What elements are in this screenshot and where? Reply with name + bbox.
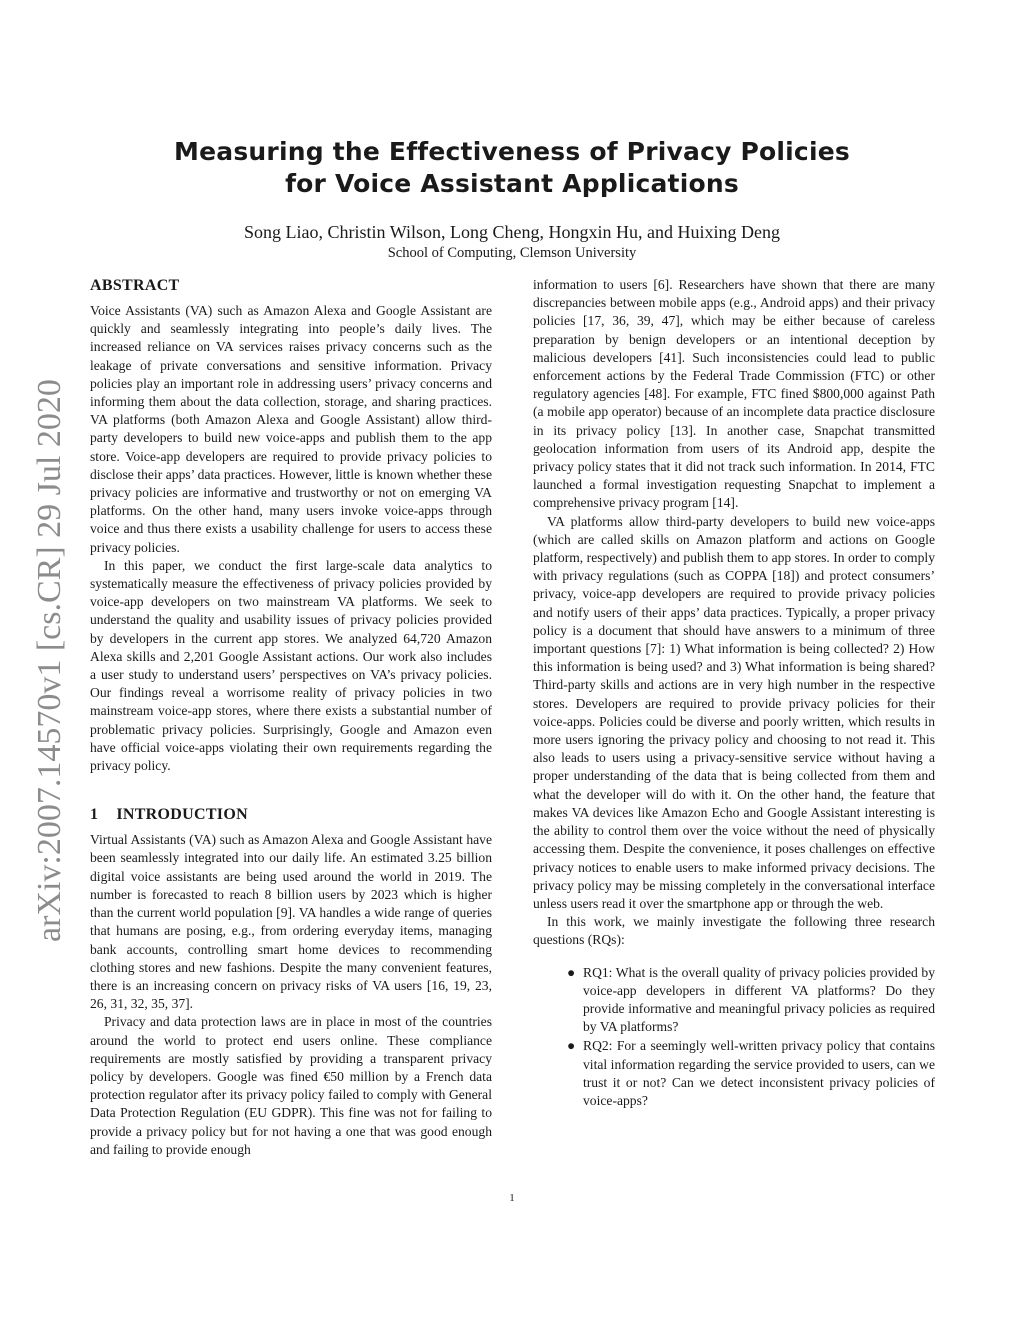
bullet-icon: ● [567,1038,576,1054]
abstract-heading: ABSTRACT [90,277,180,294]
rq2-text: RQ2: For a seemingly well-written privacy policy that contains vital information regarding the service provided to users, can we trust it or not? Can we detect inconsistent privacy policies of voice-apps? [583,1038,935,1108]
intro-paragraph-5: In this work, we mainly investigate the following three research questions (RQs): [533,914,935,948]
section-number: 1 [90,806,99,824]
rq1-text: RQ1: What is the overall quality of privacy policies provided by voice-app developers in different VA platforms? Do they provide informative and meaningful privacy policies as required by VA platforms? [583,964,935,1035]
list-item [567,964,935,1037]
introduction-heading [90,805,492,825]
paper-title [0,136,1024,200]
bullet-icon: ● [567,964,576,980]
left-column [90,276,492,1159]
page-number: 1 [509,1192,515,1204]
section-title: INTRODUCTION [116,806,248,824]
abstract-paragraph-2: In this paper, we conduct the first large-scale data analytics to systematically measure the effectiveness of privacy policies provided by voice-app developers on two mainstream VA platforms. We seek to understand the quality and usability issues of privacy policies provided by developers in the current app stores. We analyzed 64,720 Amazon Alexa skills and 2,201 Google Assistant actions. Our work also includes a user study to understand users’ perspectives on VA’s privacy policies. Our findings reveal a worrisome reality of privacy policies in two mainstream voice-app stores, where there exists a substantial number of problematic privacy policies. Surprisingly, Google and Amazon even have official voice-apps violating their own requirements regarding the privacy policy. [90,557,492,774]
affiliation: School of Computing, Clemson University [387,245,637,261]
paper-title-line-1: Measuring the Effectiveness of Privacy Policies [174,137,850,166]
intro-paragraph-1: Virtual Assistants (VA) such as Amazon Alexa and Google Assistant have been seamlessly integrated into our daily life. An estimated 3.25 billion digital voice assistants are being used around the world in 2019. The number is forecasted to reach 8 billion users by 2023 which is higher than the current world population [9]. VA handles a wide range of queries that humans are posing, e.g., from ordering everyday items, managing bank accounts, controlling smart home devices to recommending clothing stores and new fashions. Despite the many convenient features, there is an increasing concern on privacy risks of VA users [16, 19, 23, 26, 31, 32, 35, 37]. [90,832,492,1012]
list-item [567,1037,935,1110]
section-spacer [90,775,492,805]
arxiv-identifier: arXiv:2007.14570v1 [cs.CR] 29 Jul 2020 [31,379,68,942]
right-column [533,276,935,1111]
intro-paragraph-4: VA platforms allow third-party developers to build new voice-apps (which are called skills on Amazon platform and actions on Google platform, respectively) and publish them to app stores. In order to comply with privacy regulations (such as COPPA [18]) and protect consumers’ privacy, voice-app developers are required to provide privacy policies and notify users of their apps’ data practices. Typically, a proper privacy policy is a document that should have answers to a minimum of three important questions [7]: 1) What information is being collected? 2) How this information is being used? and 3) What information is being shared? Third-party skills and actions are in very high number in the respective stores. Developers are required to provide privacy policies for their voice-apps. Policies could be diverse and poorly written, which results in more users ignoring the privacy policy and choosing to not read it. This also leads to users using a privacy-sensitive service without having a proper understanding of the data that is being collected from them and what the developer will do with it. On the other hand, the feature that makes VA devices like Amazon Echo and Google Assistant interesting is the ability to control them over the voice without the need of physically accessing them. Despite the convenience, it poses challenges on effective privacy notices to enable users to make informed privacy decisions. The privacy policy may be missing completely in the conversational interface unless users read it over the smartphone app or through the web. [533,513,935,911]
intro-paragraph-3: information to users [6]. Researchers have shown that there are many discrepancies between mobile apps (e.g., Android apps) and their privacy policies [17, 36, 39, 47], which may be either because of careless preparation by benign developers or an intentional deception by malicious developers [41]. Such inconsistencies could lead to public enforcement actions by the Federal Trade Commission (FTC) or other regulatory agencies [48]. For example, FTC fined $800,000 against Path (a mobile app operator) because of an incomplete data practice disclosure in its privacy policy [13]. In another case, Snapchat transmitted geolocation information from users of its Android app, despite the privacy policy states that it did not track such information. In 2014, FTC launched a formal investigation requesting Snapchat to implement a comprehensive privacy program [14]. [533,277,935,511]
paper-title-line-2: for Voice Assistant Applications [285,169,739,198]
abstract-paragraph-1: Voice Assistants (VA) such as Amazon Alexa and Google Assistant are quickly and seamlessly integrating into people’s daily lives. The increased reliance on VA services raises privacy concerns such as the leakage of private conversations and sensitive information. Privacy policies play an important role in addressing users’ privacy concerns and informing them about the data collection, storage, and sharing practices. VA platforms (both Amazon Alexa and Google Assistant) allow third-party developers to build new voice-apps and publish them to the app store. Voice-app developers are required to provide privacy policies to disclose their apps’ data practices. However, little is known whether these privacy policies are informative and trustworthy or not on emerging VA platforms. On the other hand, many users invoke voice-apps through voice and thus there exists a usability challenge for users to access these privacy policies. [90,303,492,555]
research-questions-list [533,964,935,1111]
intro-paragraph-2: Privacy and data protection laws are in place in most of the countries around the world to protect end users online. These compliance requirements are mostly satisfied by providing a transparent privacy policy by developers. Google was fined €50 million by a French data protection regulator after its privacy policy failed to comply with General Data Protection Regulation (EU GDPR). This fine was not for failing to provide a privacy policy but for not having a one that was good enough and failing to provide enough [90,1014,492,1157]
author-list: Song Liao, Christin Wilson, Long Cheng, Hongxin Hu, and Huixing Deng [244,222,780,242]
